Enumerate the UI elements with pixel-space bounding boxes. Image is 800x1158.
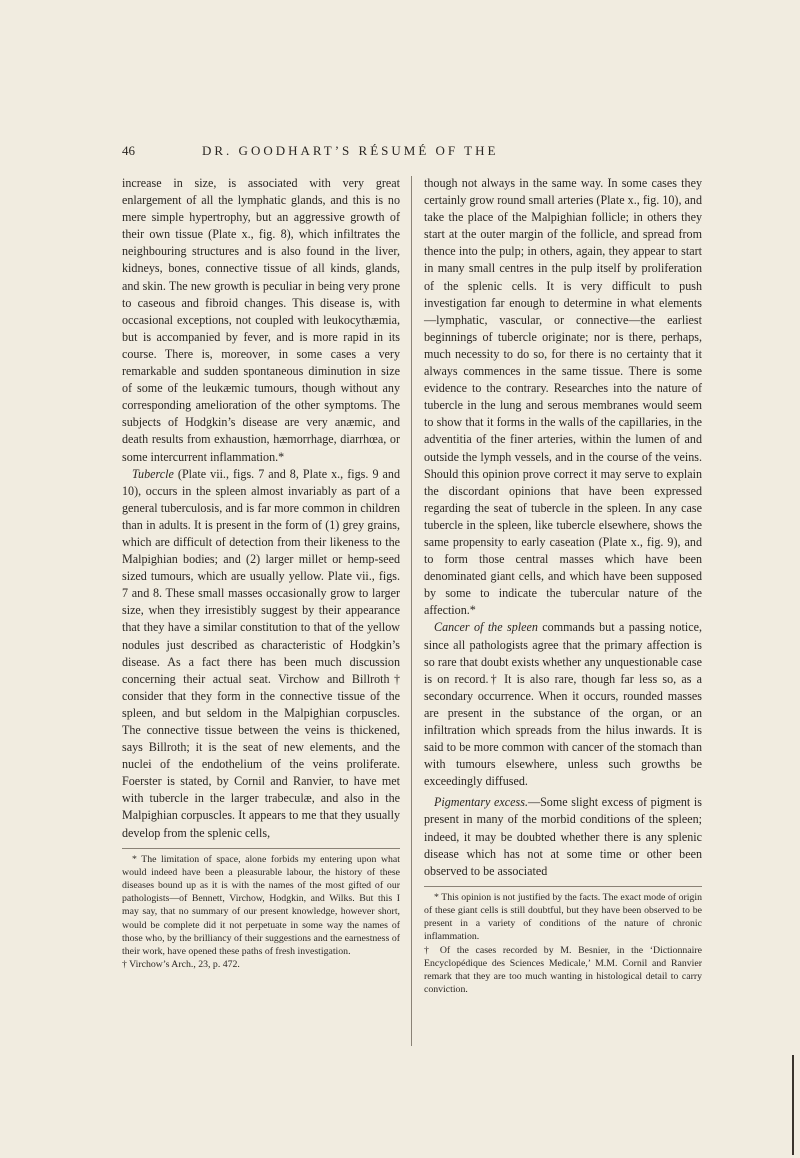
footnote: * The limitation of space, alone forbids my entering upon what would indeed have been a pleasurable labour, the history of these diseases bound up as it is with the names of the most gifted of our pathologists—of Bennett, Virchow, Hodgkin, and Wilks. But this I may say, that no summary of our present knowledge, however short, would be complete did it not perpetuate in some way the names of those who, by the brilliancy of their suggestions and the earnestness of their work, have opened these paths of fresh investigation.	[122, 853, 400, 958]
running-head	[122, 143, 702, 163]
page-edge-mark	[792, 1055, 794, 1155]
right-column	[424, 175, 702, 996]
paragraph-hodgkin-continued: increase in size, is associated with very great enlargement of all the lymphatic glands, and this is no mere simple hypertrophy, but an aggressive growth of their own tissue (Plate x., fig. 8), which infiltrates the neighbouring structures and is also found in the liver, kidneys, bones, connective tissue of all kinds, glands, and skin. The new growth is peculiar in being very prone to caseous and fibroid changes. This disease is, with occasional exceptions, not coupled with leukocythæmia, but is accompanied by fever, and is more rapid in its course. There is, moreover, in some cases a very remarkable and sudden spontaneous diminution in size of some of the leukæmic tumours, though without any corresponding amelioration of the other symptoms. The subjects of Hodgkin’s disease are very anæmic, and death results from exhaustion, hæmorrhage, diarrhœa, or some intercurrent inflammation.*	[122, 176, 400, 464]
paragraph-cancer	[424, 619, 702, 790]
page-number: 46	[122, 143, 135, 158]
footnote-divider	[424, 886, 702, 887]
left-column	[122, 175, 400, 971]
footnote-divider	[122, 848, 400, 849]
paragraph-pigmentary	[424, 794, 702, 879]
paragraph-pigmentary-text: —Some slight excess of pigment is present in many of the morbid conditions of the spleen; indeed, it may be doubted whether there is any splenic disease which has not at some time or other been observed to be associated	[424, 795, 702, 878]
footnote: * This opinion is not justified by the facts. The exact mode of origin of these giant cells is still doubtful, but they have been observed to be present in a variety of conditions of the nature of chronic inflammation.	[424, 891, 702, 943]
footnote: † Of the cases recorded by M. Besnier, in the ‘Dictionnaire Encyclopédique des Sciences Medicale,’ M.M. Cornil and Ranvier remark that they are too much wanting in histological detail to carry conviction.	[424, 944, 702, 996]
paragraph-tubercle-continued: though not always in the same way. In some cases they certainly grow round small arteries (Plate x., fig. 10), and take the place of the Malpighian follicle; in others they start at the outer margin of the follicle, and spread from thence into the pulp; in others, again, they appear to start in many small centres in the pulp itself by proliferation of the splenic cells. It is very difficult to push investigation far enough to determine in what elements—lymphatic, vascular, or connective—the earliest beginnings of tubercle originate; nor is there, perhaps, much necessity to do so, for there is no certainty that it always commences in the same tissue. There is some evidence to the contrary. Researches into the nature of tubercle in the lung and serous membranes would seem to show that it forms in the walls of the capillaries, in the adventitia of the finer arteries, within the lumen of and outside the lymph vessels, and in the course of the veins. Should this opinion prove correct it may serve to explain the discordant opinions that have been expressed regarding the seat of tubercle in the spleen. In any case tubercle in the spleen, like tubercle elsewhere, shows the same propensity to early caseation (Plate x., fig. 9), and to form those central masses which have been denominated giant cells, and which have been supposed by some to indicate the tubercular nature of the affection.*	[424, 176, 702, 618]
paragraph-tubercle-text: (Plate vii., figs. 7 and 8, Plate x., figs. 9 and 10), occurs in the spleen almost invariably as part of a general tuberculosis, and is far more common in children than in adults. It is present in the form of (1) grey grains, which are difficult of detection from their likeness to the Malpighian bodies; and (2) larger millet or hemp-seed sized tumours, which are usually yellow. Plate vii., figs. 7 and 8. These small masses occasionally grow to larger size, when they irresistibly suggest by their appearance that they have a similar constitution to that of the yellow nodules just described as characteristic of Hodgkin’s disease. As a fact there has been much discussion concerning their actual seat. Virchow and Billroth† consider that they form in the connective tissue of the spleen, and but seldom in the Malpighian corpuscles. The connective tissue between the veins is thickened, says Billroth; it is the seat of new elements, and the nuclei of the endothelium of the veins proliferate. Foerster is stated, by Cornil and Ranvier, to have met with tubercle in the larger trabeculæ, and also in the Malpighian corpuscles. It appears to me that they usually develop from the splenic cells,	[122, 466, 400, 840]
paragraph-tubercle	[122, 466, 400, 842]
paragraph-cancer-text: commands but a passing notice, since all pathologists agree that the primary affection is so rare that doubt exists whether any unquestionable case is on record.† It is also rare, though far less so, as a secondary occurrence. When it occurs, rounded masses are present in the substance of the organ, or an infiltration which spreads from the hilus inwards. It is said to be more common with cancer of the stomach than with tumours elsewhere, unless such growths be exceedingly diffused.	[424, 620, 702, 789]
section-label-cancer: Cancer of the spleen	[434, 620, 538, 635]
section-label-tubercle: Tubercle	[132, 466, 174, 481]
footnote: † Virchow’s Arch., 23, p. 472.	[122, 959, 240, 971]
left-footnotes	[122, 853, 400, 972]
column-divider	[411, 176, 412, 1046]
section-label-pigmentary: Pigmentary excess.	[434, 795, 528, 810]
running-title: DR. GOODHART’S RÉSUMÉ OF THE	[202, 143, 499, 158]
right-footnotes	[424, 891, 702, 997]
